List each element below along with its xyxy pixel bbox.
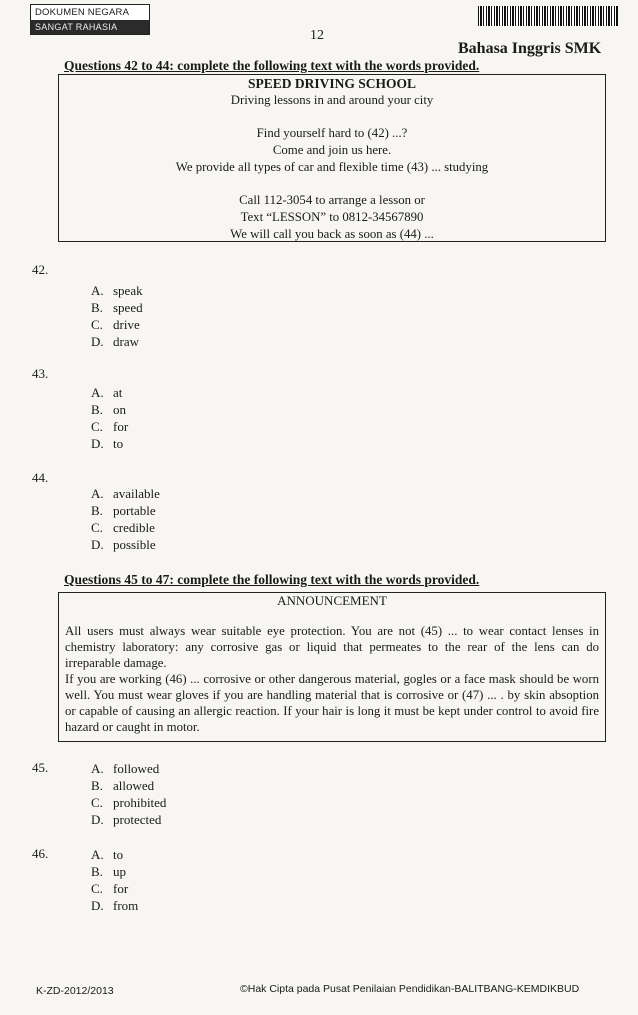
question-number: 43.	[32, 366, 49, 381]
section2-instruction: Questions 45 to 47: complete the following text with the words provided.	[64, 572, 480, 587]
text-line: We provide all types of car and flexible time (43) ... studying	[175, 160, 489, 174]
question-45-options	[91, 760, 166, 828]
text-line: Call 112-3054 to arrange a lesson or	[239, 193, 425, 207]
answer-option[interactable]: C. for	[91, 881, 129, 896]
announcement-text-box	[58, 592, 606, 742]
question-46-options	[91, 846, 138, 914]
text-line: Come and join us here.	[272, 143, 392, 157]
text-line: Text “LESSON” to 0812-34567890	[240, 210, 424, 224]
text-paragraph: All users must always wear suitable eye protection. You are not (45) ... to wear contact lenses in chemistry laboratory: any corrosive gas or liquid that permeates to the rear of the lens can do irreparable damage.	[65, 624, 599, 670]
answer-option[interactable]: B. portable	[91, 503, 156, 518]
barcode-icon	[478, 6, 618, 26]
text-subtitle: Driving lessons in and around your city	[230, 93, 434, 107]
question-43-options	[91, 384, 128, 452]
stamp-top-label: DOKUMEN NEGARA	[35, 7, 130, 18]
speed-driving-text-box	[58, 74, 606, 242]
answer-option[interactable]: A. to	[91, 847, 124, 862]
text-title: ANNOUNCEMENT	[277, 593, 387, 608]
answer-option[interactable]: B. on	[91, 402, 126, 417]
question-number: 46.	[32, 846, 49, 861]
document-code: K-ZD-2012/2013	[36, 985, 114, 997]
answer-option[interactable]: D. draw	[91, 334, 139, 349]
stamp-bottom-label: SANGAT RAHASIA	[31, 20, 149, 34]
answer-option[interactable]: A. at	[91, 385, 123, 400]
classification-stamp	[30, 4, 150, 35]
answer-option[interactable]: A. followed	[91, 761, 160, 776]
text-line: Find yourself hard to (42) ...?	[256, 126, 408, 140]
answer-option[interactable]: A. speak	[91, 283, 143, 298]
text-line: We will call you back as soon as (44) ...	[230, 227, 434, 241]
question-number: 44.	[32, 470, 49, 485]
section1-instruction: Questions 42 to 44: complete the following text with the words provided.	[64, 58, 480, 73]
subject-title: Bahasa Inggris SMK	[458, 40, 602, 57]
answer-option[interactable]: C. credible	[91, 520, 155, 535]
question-number: 42.	[32, 262, 49, 277]
answer-option[interactable]: B. allowed	[91, 778, 155, 793]
answer-option[interactable]: B. up	[91, 864, 126, 879]
answer-option[interactable]: D. from	[91, 898, 139, 913]
answer-option[interactable]: D. possible	[91, 537, 156, 552]
answer-option[interactable]: C. for	[91, 419, 129, 434]
answer-option[interactable]: C. drive	[91, 317, 140, 332]
question-44-options	[91, 485, 160, 553]
question-42-options	[91, 282, 143, 350]
text-title: SPEED DRIVING SCHOOL	[247, 76, 417, 91]
copyright-notice: ©Hak Cipta pada Pusat Penilaian Pendidikan-BALITBANG-KEMDIKBUD	[240, 983, 580, 995]
answer-option[interactable]: B. speed	[91, 300, 143, 315]
text-paragraph: If you are working (46) ... corrosive or other dangerous material, gogles or a face mask should be worn well. You must wear gloves if you are handling material that is corrosive or (47) ... . by skin absoption or capable of causing an allergic reaction. If your hair is long it must be kept under control to avoid fire hazard or caught in motor.	[65, 672, 599, 734]
answer-option[interactable]: D. to	[91, 436, 124, 451]
answer-option[interactable]: A. available	[91, 486, 160, 501]
question-number: 45.	[32, 760, 49, 775]
answer-option[interactable]: D. protected	[91, 812, 162, 827]
answer-option[interactable]: C. prohibited	[91, 795, 167, 810]
page-number: 12	[310, 28, 324, 43]
